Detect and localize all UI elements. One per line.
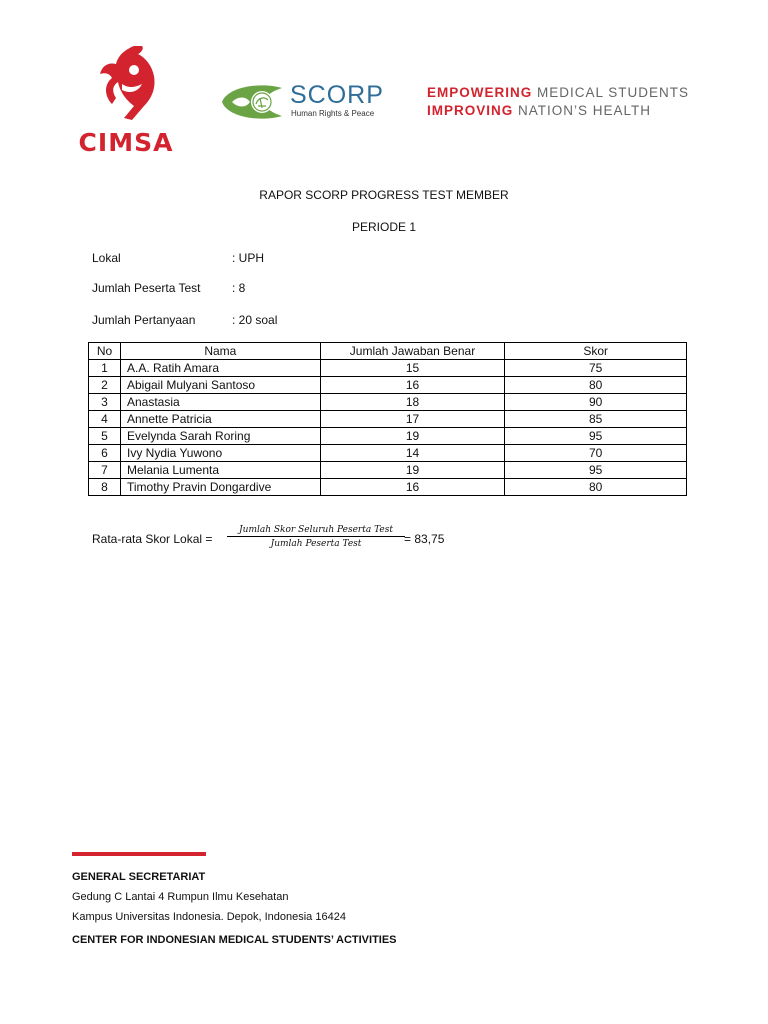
- header-jawaban-benar: Jumlah Jawaban Benar: [320, 343, 505, 360]
- cell-no: 8: [89, 479, 121, 496]
- table-row: [89, 428, 687, 445]
- cell-jawaban-benar: 16: [320, 377, 505, 394]
- cell-jawaban-benar: 19: [320, 462, 505, 479]
- cell-no: 7: [89, 462, 121, 479]
- cell-jawaban-benar: 14: [320, 445, 505, 462]
- document-period: PERIODE 1: [351, 220, 417, 234]
- tagline-line-2-bold: IMPROVING: [427, 103, 514, 118]
- document-title: RAPOR SCORP PROGRESS TEST MEMBER: [259, 188, 509, 202]
- cell-nama: Abigail Mulyani Santoso: [120, 377, 320, 394]
- cell-nama: Timothy Pravin Dongardive: [120, 479, 320, 496]
- scorp-emblem-icon: [218, 82, 284, 122]
- formula-numerator: Jumlah Skor Seluruh Peserta Test: [227, 525, 405, 537]
- cell-nama: Ivy Nydia Yuwono: [120, 445, 320, 462]
- cell-nama: Anastasia: [120, 394, 320, 411]
- cimsa-wordmark: CIMSA: [78, 128, 174, 157]
- footer-address-line-2: Kampus Universitas Indonesia. Depok, Indonesia 16424: [72, 911, 346, 923]
- footer-center-name: CENTER FOR INDONESIAN MEDICAL STUDENTS’ ACTIVITIES: [72, 934, 397, 946]
- table-row: [89, 377, 687, 394]
- table-row: [89, 394, 687, 411]
- cell-nama: Annette Patricia: [120, 411, 320, 428]
- cell-skor: 75: [505, 360, 687, 377]
- tagline-line-2: [427, 102, 727, 120]
- info-value-jumlah-peserta: : 8: [232, 281, 246, 295]
- table-row: [89, 360, 687, 377]
- tagline-line-1-rest: MEDICAL STUDENTS: [532, 85, 690, 100]
- cell-skor: 85: [505, 411, 687, 428]
- cell-skor: 70: [505, 445, 687, 462]
- cell-skor: 90: [505, 394, 687, 411]
- formula-result: = 83,75: [404, 532, 445, 546]
- tagline-line-2-rest: NATION’S HEALTH: [513, 103, 652, 118]
- footer-divider: [72, 852, 206, 856]
- cell-jawaban-benar: 15: [320, 360, 505, 377]
- cell-jawaban-benar: 17: [320, 411, 505, 428]
- table-header-row: [89, 343, 687, 360]
- cell-nama: Melania Lumenta: [120, 462, 320, 479]
- cell-no: 3: [89, 394, 121, 411]
- table-row: [89, 479, 687, 496]
- cell-jawaban-benar: 19: [320, 428, 505, 445]
- cell-jawaban-benar: 18: [320, 394, 505, 411]
- info-value-lokal: : UPH: [232, 251, 265, 265]
- footer-org: GENERAL SECRETARIAT: [72, 871, 206, 883]
- info-label-jumlah-peserta: Jumlah Peserta Test: [92, 281, 201, 295]
- formula-denominator: Jumlah Peserta Test: [270, 539, 362, 549]
- header-skor: Skor: [505, 343, 687, 360]
- table-row: [89, 411, 687, 428]
- cell-skor: 80: [505, 479, 687, 496]
- tagline-line-1-bold: EMPOWERING: [427, 85, 533, 100]
- cell-skor: 80: [505, 377, 687, 394]
- formula-fraction: [227, 525, 405, 549]
- info-value-jumlah-pertanyaan: : 20 soal: [232, 313, 278, 327]
- scorp-title: SCORP: [290, 81, 384, 109]
- tagline-line-1: [427, 84, 727, 102]
- cell-nama: Evelynda Sarah Roring: [120, 428, 320, 445]
- scorp-logo: [218, 80, 398, 124]
- scorp-subtitle: Human Rights & Peace: [291, 109, 375, 118]
- header-nama: Nama: [120, 343, 320, 360]
- footer-address-line-1: Gedung C Lantai 4 Rumpun Ilmu Kesehatan: [72, 891, 289, 903]
- score-table: [88, 342, 687, 496]
- table-row: [89, 462, 687, 479]
- header-no: No: [89, 343, 121, 360]
- cell-skor: 95: [505, 462, 687, 479]
- cell-skor: 95: [505, 428, 687, 445]
- cell-no: 6: [89, 445, 121, 462]
- cell-jawaban-benar: 16: [320, 479, 505, 496]
- info-label-jumlah-pertanyaan: Jumlah Pertanyaan: [92, 313, 196, 327]
- cell-no: 1: [89, 360, 121, 377]
- table-row: [89, 445, 687, 462]
- cell-no: 4: [89, 411, 121, 428]
- cell-no: 5: [89, 428, 121, 445]
- tagline: [427, 84, 727, 120]
- info-label-lokal: Lokal: [92, 251, 121, 265]
- cimsa-bird-icon: [94, 44, 158, 122]
- cell-nama: A.A. Ratih Amara: [120, 360, 320, 377]
- cimsa-logo: [70, 44, 182, 156]
- formula-label: Rata-rata Skor Lokal =: [92, 532, 213, 546]
- cell-no: 2: [89, 377, 121, 394]
